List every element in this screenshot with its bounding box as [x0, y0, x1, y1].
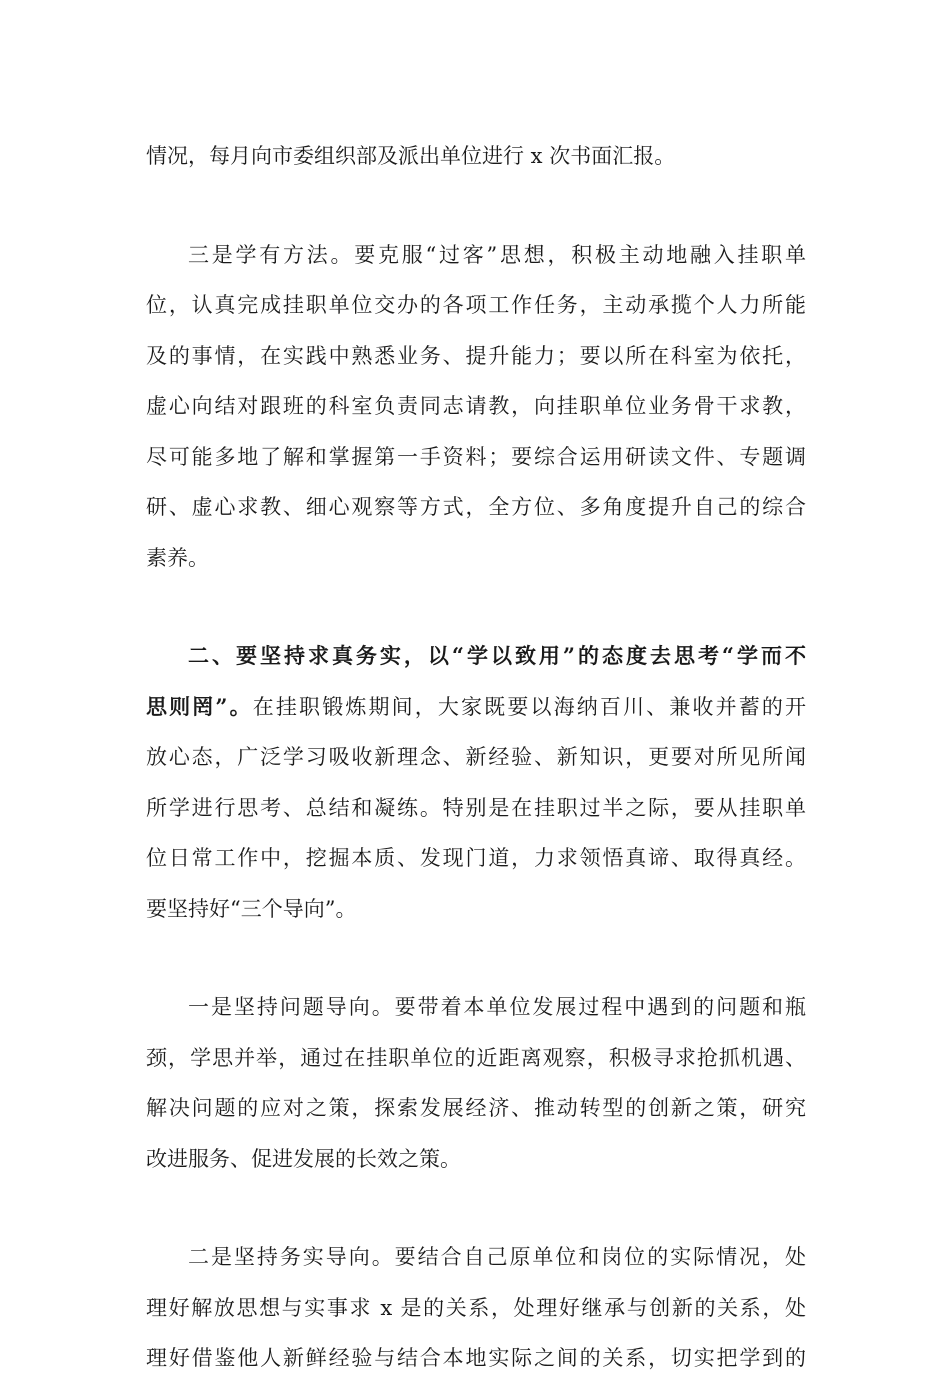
paragraph-gap — [146, 182, 806, 230]
body-text: 在挂职锻炼期间，大家既要以海纳百川、兼收并蓄的开 — [252, 694, 806, 719]
body-text: 颈，学思并举，通过在挂职单位的近距离观察，积极寻求抢抓机遇、 — [146, 1045, 806, 1070]
text-line — [146, 682, 806, 733]
paragraph-p2 — [146, 230, 806, 584]
body-text: 改进服务、促进发展的长效之策。 — [146, 1146, 461, 1171]
text-line — [146, 833, 806, 884]
text-line — [146, 280, 806, 331]
text-line — [146, 982, 806, 1033]
paragraph-gap — [146, 1184, 806, 1232]
body-text: 理好解放思想与实事求 x 是的关系，处理好继承与创新的关系，处 — [146, 1295, 806, 1320]
body-text: 放心态，广泛学习吸收新理念、新经验、新知识，更要对所见所闻 — [146, 745, 806, 769]
body-text: 解决问题的应对之策，探索发展经济、推动转型的创新之策，研究 — [146, 1096, 806, 1120]
text-line — [146, 482, 806, 533]
bold-heading-text: 思则罔”。 — [146, 693, 253, 719]
body-text: 及的事情，在实践中熟悉业务、提升能力；要以所在科室为依托， — [146, 343, 806, 368]
text-line — [146, 732, 806, 783]
body-text: 尽可能多地了解和掌握第一手资料；要综合运用研读文件、专题调 — [146, 444, 806, 469]
paragraph-gap — [146, 583, 806, 631]
text-line — [146, 783, 806, 834]
text-line — [146, 230, 806, 281]
text-line — [146, 1283, 806, 1334]
body-text: 理好借鉴他人新鲜经验与结合本地实际之间的关系，切实把学到的 — [146, 1346, 806, 1370]
body-text: 一是坚持问题导向。要带着本单位发展过程中遇到的问题和瓶 — [188, 995, 806, 1019]
text-line — [146, 533, 806, 584]
body-text: 要坚持好“三个导向”。 — [146, 896, 357, 921]
body-text: 二是坚持务实导向。要结合自己原单位和岗位的实际情况，处 — [188, 1245, 806, 1269]
body-text: 位，认真完成挂职单位交办的各项工作任务，主动承揽个人力所能 — [146, 293, 806, 317]
paragraph-p3 — [146, 631, 806, 934]
body-text: 所学进行思考、总结和凝练。特别是在挂职过半之际，要从挂职单 — [146, 795, 806, 820]
text-line — [146, 1134, 806, 1185]
text-line — [146, 131, 806, 182]
text-line — [146, 381, 806, 432]
body-text: 三是学有方法。要克服“过客”思想，积极主动地融入挂职单 — [188, 242, 806, 267]
text-line — [146, 331, 806, 382]
body-text: 情况，每月向市委组织部及派出单位进行 x 次书面汇报。 — [146, 144, 676, 168]
document-body — [146, 131, 806, 1384]
text-line — [146, 432, 806, 483]
paragraph-p4 — [146, 982, 806, 1184]
body-text: 虚心向结对跟班的科室负责同志请教，向挂职单位业务骨干求教， — [146, 394, 806, 418]
text-line — [146, 631, 806, 682]
text-line — [146, 1333, 806, 1384]
text-line — [146, 1083, 806, 1134]
body-text: 研、虚心求教、细心观察等方式，全方位、多角度提升自己的综合 — [146, 495, 806, 519]
text-line — [146, 1033, 806, 1084]
text-line — [146, 884, 806, 935]
bold-heading-text: 二、要坚持求真务实，以“学以致用”的态度去思考“学而不 — [188, 643, 806, 668]
paragraph-gap — [146, 934, 806, 982]
paragraph-p5 — [146, 1232, 806, 1384]
body-text: 位日常工作中，挖掘本质、发现门道，力求领悟真谛、取得真经。 — [146, 846, 806, 870]
body-text: 素养。 — [146, 545, 209, 570]
text-line — [146, 1232, 806, 1283]
paragraph-p1 — [146, 131, 806, 182]
